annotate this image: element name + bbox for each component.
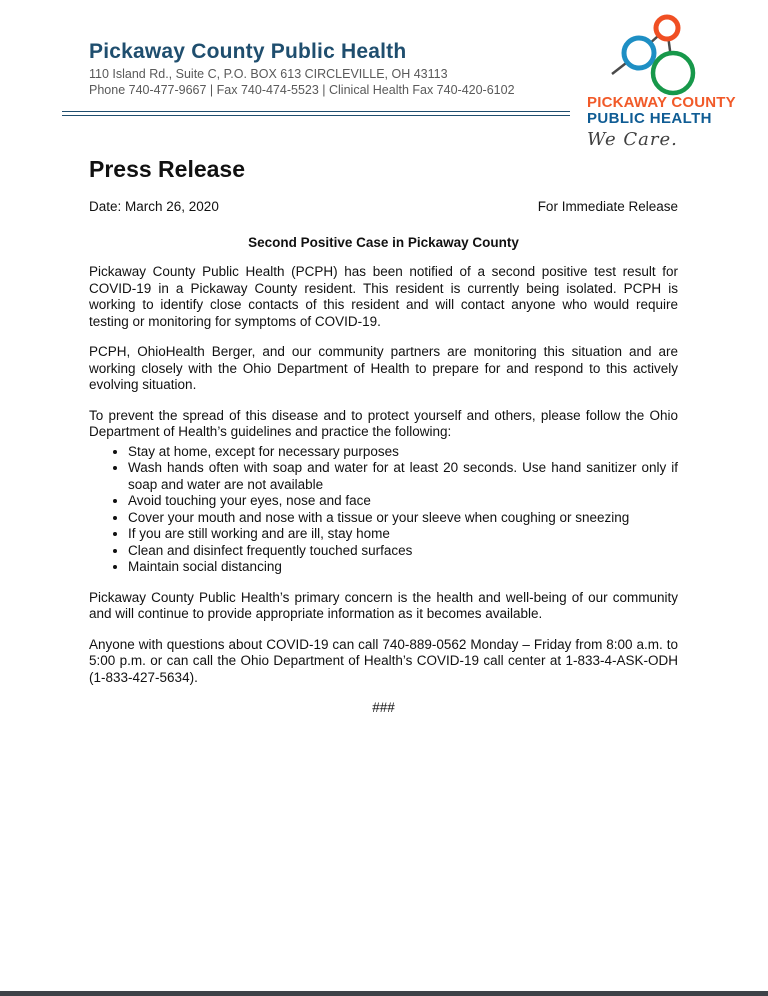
guideline-item: • Maintain social distancing [128,559,678,576]
guideline-item: • Cover your mouth and nose with a tissue or your sleeve when coughing or sneezing [128,510,678,527]
guidelines-intro: To prevent the spread of this disease and to protect yourself and others, please follow the Ohio Department of Health’s guidelines and practice the following: [89,407,678,439]
paragraph-1: Pickaway County Public Health (PCPH) has been notified of a second positive test result for COVID-19 in a Pickaway County resident. This resident is currently being isolated. PCPH is working to identify close contacts of this resident and will contact anyone who would require testing or monitoring for symptoms of COVID-19. [89,264,678,329]
org-contact: Phone 740-477-9667 | Fax 740-474-5523 | Clinical Health Fax 740-420-6102 [89,83,515,97]
paragraph-3: Pickaway County Public Health’s primary concern is the health and well-being of our community and will continue to provide appropriate information as it becomes available. [89,589,678,621]
document-title: Press Release [89,156,246,182]
release-label: For Immediate Release [537,199,678,214]
document-body [89,156,678,716]
headline: Second Positive Case in Pickaway County [248,235,519,250]
divider-line-bottom [62,115,570,116]
pcph-logo [587,13,762,151]
logo-tagline: We Care. [587,129,678,150]
guidelines-list [89,444,678,576]
guideline-item: • If you are still working and are ill, stay home [128,526,678,543]
guideline-item: • Avoid touching your eyes, nose and face [128,493,678,510]
guideline-item: • Wash hands often with soap and water for at least 20 seconds. Use hand sanitizer only if soap and water are not available [128,460,678,493]
end-mark: ### [372,700,395,715]
date-row [89,198,678,215]
letterhead [89,40,569,98]
org-name: Pickaway County Public Health [89,40,407,63]
date-label: Date: March 26, 2020 [89,199,219,214]
logo-molecule-icon [587,13,762,97]
window-bottom-edge [0,991,768,996]
logo-text-county: PICKAWAY COUNTY [587,94,736,111]
guideline-item: • Stay at home, except for necessary purposes [128,444,678,461]
logo-text-public-health: PUBLIC HEALTH [587,110,712,127]
paragraph-2: PCPH, OhioHealth Berger, and our community partners are monitoring this situation and are working closely with the Ohio Department of Health to prepare for and respond to this actively evolving situation. [89,344,678,392]
guideline-item: • Clean and disinfect frequently touched surfaces [128,543,678,560]
org-address: 110 Island Rd., Suite C, P.O. BOX 613 CIRCLEVILLE, OH 43113 [89,67,448,81]
header-divider [62,111,570,116]
paragraph-4: Anyone with questions about COVID-19 can call 740-889-0562 Monday – Friday from 8:00 a.m. to 5:00 p.m. or can call the Ohio Department of Health’s COVID-19 call center at 1-833-4-ASK-ODH (1-833-427-5634). [89,636,678,685]
